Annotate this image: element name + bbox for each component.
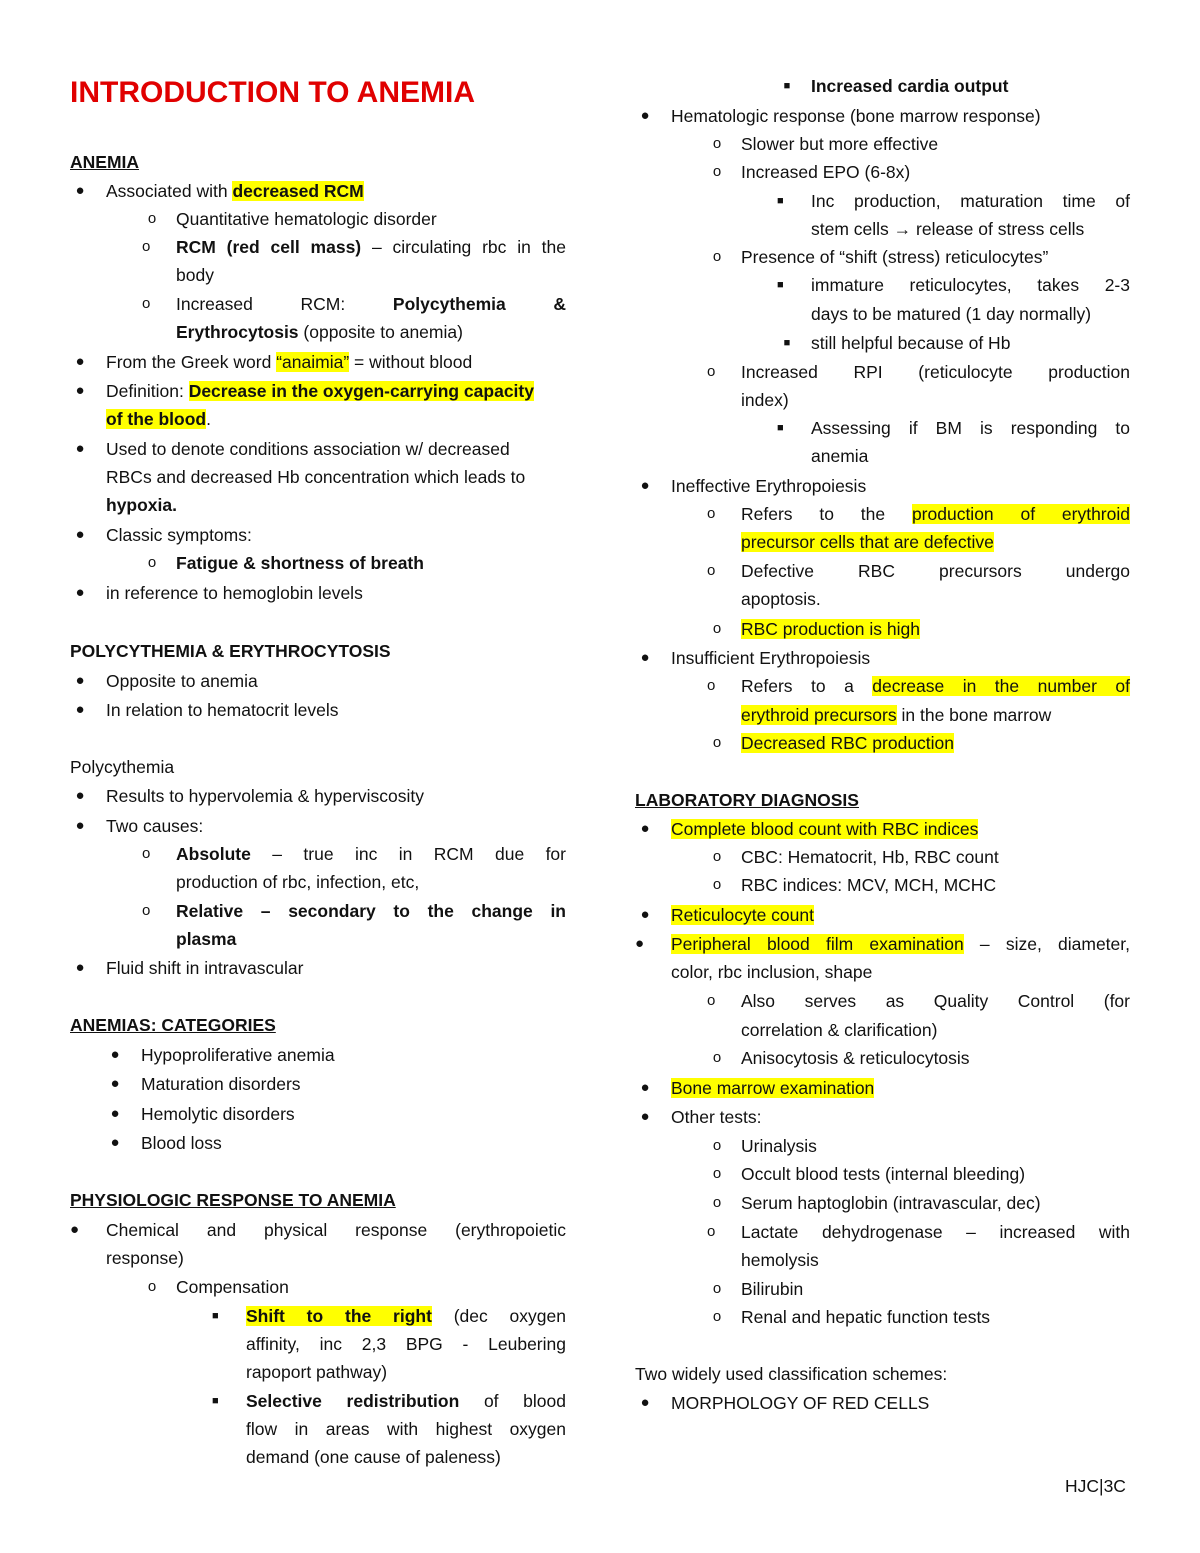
text-span: (opposite to anemia) (298, 322, 463, 342)
text-span: apoptosis. (741, 589, 821, 609)
text-span: ANEMIAS: CATEGORIES (70, 1015, 276, 1035)
highlighted-text: Complete blood count with RBC indices (671, 819, 979, 839)
bullet-icon: ● (635, 935, 645, 952)
text-line (70, 579, 566, 608)
text-line (70, 261, 566, 290)
text-span: in reference to hemoglobin levels (106, 583, 363, 603)
text-line (635, 386, 1130, 415)
text-line (635, 1360, 1130, 1389)
text-span: plasma (176, 929, 237, 949)
text-span: in the bone marrow (896, 705, 1052, 725)
text-span: Hemolytic disorders (141, 1104, 295, 1124)
highlighted-text: of the blood (106, 409, 207, 429)
highlighted-text: “anaimia” (276, 352, 350, 372)
text-span: Compensation (176, 1277, 289, 1297)
text-line (70, 868, 566, 897)
text-line (635, 271, 1130, 300)
text-line (70, 521, 566, 550)
text-line (635, 729, 1130, 758)
text-line (70, 1330, 566, 1359)
text-line (635, 1303, 1130, 1332)
text-line (635, 1389, 1130, 1418)
text-span: Opposite to anemia (106, 671, 258, 691)
text-span: Maturation disorders (141, 1074, 301, 1094)
sub-bullet-icon: o (712, 848, 722, 865)
text-span: Associated with (106, 181, 233, 201)
text-span: Inc production, maturation time of (811, 191, 1130, 211)
sub-bullet-icon: o (142, 238, 151, 255)
sub-bullet-icon: o (707, 1223, 716, 1240)
text-line (635, 1132, 1130, 1161)
text-span: Used to denote conditions association w/ decreased (106, 439, 510, 459)
text-span: Ineffective Erythropoiesis (671, 476, 867, 496)
text-line (70, 753, 566, 782)
text-line (635, 300, 1130, 329)
text-line (635, 414, 1130, 443)
text-line (635, 1189, 1130, 1218)
text-span: Increased cardia output (811, 76, 1009, 96)
text-line (635, 187, 1130, 216)
text-line (635, 1103, 1130, 1132)
text-line (70, 205, 566, 234)
text-line (70, 348, 566, 377)
text-line (70, 897, 566, 926)
text-line (635, 987, 1130, 1016)
highlighted-text: Shift to the right (246, 1306, 432, 1326)
text-span: affinity, inc 2,3 BPG - Leubering (246, 1334, 566, 1354)
sub-bullet-icon: o (707, 992, 716, 1009)
text-span: Chemical and physical response (erythropoietic (106, 1220, 566, 1240)
text-line (635, 1016, 1130, 1045)
text-line (635, 472, 1130, 501)
text-span: LABORATORY DIAGNOSIS (635, 790, 859, 810)
bullet-icon: ● (70, 1221, 80, 1238)
text-span: RBCs and decreased Hb concentration which leads to (106, 467, 526, 487)
text-span: Assessing if BM is responding to (811, 418, 1130, 438)
text-line (70, 1415, 566, 1444)
text-span: color, rbc inclusion, shape (671, 962, 873, 982)
text-span: Fluid shift in intravascular (106, 958, 304, 978)
sub-bullet-icon: o (147, 1278, 157, 1295)
text-line (70, 549, 566, 578)
text-span: Fatigue & shortness of breath (176, 553, 424, 573)
section-heading (70, 637, 566, 666)
page-footer: HJC|3C (1065, 1476, 1126, 1496)
text-span: stem cells → release of stress cells (811, 219, 1085, 239)
text-span: flow in areas with highest oxygen (246, 1419, 566, 1439)
text-line (70, 1129, 566, 1158)
square-bullet-icon: ■ (212, 1395, 219, 1407)
text-line (635, 528, 1130, 557)
square-bullet-icon: ■ (783, 80, 791, 92)
text-line (70, 1244, 566, 1273)
text-line (635, 615, 1130, 644)
sub-bullet-icon: o (712, 620, 722, 637)
text-span: Quantitative hematologic disorder (176, 209, 437, 229)
text-line (635, 158, 1130, 187)
sub-bullet-icon: o (712, 248, 722, 265)
bullet-icon: ● (75, 353, 85, 370)
highlighted-text: erythroid precursors (741, 705, 897, 725)
text-line (635, 215, 1130, 244)
text-span: – circulating rbc in the (361, 237, 566, 257)
text-span: Renal and hepatic function tests (741, 1307, 991, 1327)
text-line (635, 557, 1130, 586)
sub-bullet-icon: o (707, 363, 716, 380)
text-span: Polycythemia (70, 757, 175, 777)
text-span: PHYSIOLOGIC RESPONSE TO ANEMIA (70, 1190, 396, 1210)
sub-bullet-icon: o (712, 734, 722, 751)
bullet-icon: ● (75, 701, 85, 718)
text-line (70, 1358, 566, 1387)
text-span: ANEMIA (70, 152, 140, 172)
highlighted-text: Bone marrow examination (671, 1078, 875, 1098)
text-line (70, 177, 566, 206)
bullet-icon: ● (75, 382, 85, 399)
bullet-icon: ● (640, 1108, 650, 1125)
text-span: Anisocytosis & reticulocytosis (741, 1048, 970, 1068)
bullet-icon: ● (75, 959, 85, 976)
text-span: correlation & clarification) (741, 1020, 938, 1040)
text-span: – true inc in RCM due for (250, 844, 566, 864)
text-span: hypoxia. (106, 495, 177, 515)
highlighted-text: RBC production is high (741, 619, 920, 639)
text-span: Classic symptoms: (106, 525, 252, 545)
text-line (635, 815, 1130, 844)
sub-bullet-icon: o (707, 677, 716, 694)
text-line (635, 72, 1130, 101)
sub-bullet-icon: o (147, 210, 157, 227)
text-span: Increased RCM: (176, 294, 393, 314)
text-line (635, 672, 1130, 701)
text-span: immature reticulocytes, takes 2-3 (811, 275, 1130, 295)
sub-bullet-icon: o (712, 1308, 722, 1325)
text-line (70, 435, 566, 464)
text-span: RCM (red cell mass) (176, 237, 362, 257)
text-line (70, 318, 566, 347)
square-bullet-icon: ■ (777, 279, 784, 291)
text-span: Selective redistribution (246, 1391, 460, 1411)
bullet-icon: ● (640, 477, 650, 494)
text-line (70, 1387, 566, 1416)
text-span: Other tests: (671, 1107, 762, 1127)
sub-bullet-icon: o (707, 505, 716, 522)
text-span: index) (741, 390, 789, 410)
text-span: = without blood (349, 352, 473, 372)
text-span: of blood (459, 1391, 567, 1411)
section-heading (70, 148, 566, 177)
sub-bullet-icon: o (712, 1165, 722, 1182)
text-span: hemolysis (741, 1250, 819, 1270)
text-span: still helpful because of Hb (811, 333, 1011, 353)
text-span: RBC indices: MCV, MCH, MCHC (741, 875, 997, 895)
highlighted-text: production of erythroid (911, 504, 1130, 524)
sub-bullet-icon: o (142, 902, 151, 919)
bullet-icon: ● (640, 107, 650, 124)
text-line (635, 1074, 1130, 1103)
text-span: Presence of “shift (stress) reticulocytes” (741, 247, 1049, 267)
square-bullet-icon: ■ (783, 337, 791, 349)
text-span: demand (one cause of paleness) (246, 1447, 501, 1467)
text-span: Hypoproliferative anemia (141, 1045, 335, 1065)
section-heading (70, 1011, 566, 1040)
text-span: Refers to a (741, 676, 873, 696)
text-span: production of rbc, infection, etc, (176, 872, 420, 892)
bullet-icon: ● (640, 906, 650, 923)
sub-bullet-icon: o (142, 295, 151, 312)
section-heading (635, 786, 1130, 815)
square-bullet-icon: ■ (212, 1310, 219, 1322)
sub-bullet-icon: o (712, 1194, 722, 1211)
text-line (635, 901, 1130, 930)
highlighted-text: decreased RCM (232, 181, 364, 201)
text-span: (dec oxygen (431, 1306, 566, 1326)
text-span: Bilirubin (741, 1279, 804, 1299)
text-span: rapoport pathway) (246, 1362, 388, 1382)
bullet-icon: ● (75, 817, 85, 834)
text-line (70, 491, 566, 520)
text-line (635, 930, 1130, 959)
text-line (635, 701, 1130, 730)
text-line (70, 1100, 566, 1129)
bullet-icon: ● (75, 584, 85, 601)
text-line (70, 405, 566, 434)
text-span: From the Greek word (106, 352, 277, 372)
page-title: INTRODUCTION TO ANEMIA (70, 76, 475, 109)
text-span: days to be matured (1 day normally) (811, 304, 1092, 324)
highlighted-text: decrease in the number of (872, 676, 1130, 696)
text-line (635, 329, 1130, 358)
text-span: Erythrocytosis (176, 322, 299, 342)
sub-bullet-icon: o (712, 1280, 722, 1297)
text-line (635, 102, 1130, 131)
text-line (70, 812, 566, 841)
text-line (635, 243, 1130, 272)
text-span: Absolute (176, 844, 251, 864)
text-span: Two causes: (106, 816, 204, 836)
text-line (635, 585, 1130, 614)
text-span: . (206, 409, 211, 429)
text-line (70, 840, 566, 869)
text-span: Results to hypervolemia & hyperviscosity (106, 786, 425, 806)
text-line (70, 377, 566, 406)
text-line (70, 290, 566, 319)
section-heading (70, 1186, 566, 1215)
text-span: Polycythemia & (392, 294, 567, 314)
text-line (635, 358, 1130, 387)
text-span: – size, diameter, (963, 934, 1130, 954)
text-line (635, 442, 1130, 471)
text-line (70, 1216, 566, 1245)
text-span: Hematologic response (bone marrow response) (671, 106, 1041, 126)
text-span: Increased RPI (reticulocyte production (741, 362, 1130, 382)
text-line (70, 1302, 566, 1331)
bullet-icon: ● (75, 787, 85, 804)
bullet-icon: ● (640, 649, 650, 666)
text-line (70, 782, 566, 811)
text-line (635, 1044, 1130, 1073)
text-span: Definition: (106, 381, 189, 401)
text-span: Defective RBC precursors undergo (741, 561, 1130, 581)
text-line (70, 233, 566, 262)
bullet-icon: ● (75, 672, 85, 689)
text-span: Slower but more effective (741, 134, 939, 154)
highlighted-text: precursor cells that are defective (741, 532, 994, 552)
highlighted-text: Reticulocyte count (671, 905, 814, 925)
text-line (635, 500, 1130, 529)
text-line (635, 871, 1130, 900)
text-line (70, 463, 566, 492)
highlighted-text: Decreased RBC production (741, 733, 955, 753)
sub-bullet-icon: o (147, 554, 157, 571)
text-span: Two widely used classification schemes: (635, 1364, 948, 1384)
text-line (70, 667, 566, 696)
text-span: Insufficient Erythropoiesis (671, 648, 871, 668)
bullet-icon: ● (110, 1075, 120, 1092)
text-line (635, 1160, 1130, 1189)
text-span: Refers to the (741, 504, 912, 524)
text-line (70, 954, 566, 983)
bullet-icon: ● (640, 1079, 650, 1096)
bullet-icon: ● (110, 1134, 120, 1151)
text-line (635, 958, 1130, 987)
text-span: response) (106, 1248, 184, 1268)
text-line (635, 644, 1130, 673)
text-line (635, 1246, 1130, 1275)
text-span: body (176, 265, 214, 285)
sub-bullet-icon: o (712, 135, 722, 152)
sub-bullet-icon: o (712, 876, 722, 893)
text-span: Relative – secondary to the change in (176, 901, 566, 921)
text-line (635, 1275, 1130, 1304)
text-line (70, 925, 566, 954)
text-line (70, 696, 566, 725)
square-bullet-icon: ■ (777, 422, 784, 434)
text-span: Also serves as Quality Control (for (741, 991, 1130, 1011)
sub-bullet-icon: o (707, 562, 716, 579)
highlighted-text: Peripheral blood film examination (671, 934, 964, 954)
text-line (70, 1070, 566, 1099)
text-line (635, 130, 1130, 159)
sub-bullet-icon: o (712, 1137, 722, 1154)
text-line (635, 843, 1130, 872)
bullet-icon: ● (640, 820, 650, 837)
bullet-icon: ● (640, 1394, 650, 1411)
text-span: POLYCYTHEMIA & ERYTHROCYTOSIS (70, 641, 391, 661)
sub-bullet-icon: o (712, 163, 722, 180)
square-bullet-icon: ■ (777, 195, 784, 207)
text-span: In relation to hematocrit levels (106, 700, 339, 720)
text-line (70, 1443, 566, 1472)
bullet-icon: ● (110, 1046, 120, 1063)
text-span: Urinalysis (741, 1136, 817, 1156)
bullet-icon: ● (75, 440, 85, 457)
text-span: MORPHOLOGY OF RED CELLS (671, 1393, 930, 1413)
text-span: Lactate dehydrogenase – increased with (741, 1222, 1130, 1242)
highlighted-text: Decrease in the oxygen-carrying capacity (188, 381, 534, 401)
text-span: Blood loss (141, 1133, 222, 1153)
text-line (635, 1218, 1130, 1247)
text-span: Serum haptoglobin (intravascular, dec) (741, 1193, 1041, 1213)
text-span: anemia (811, 446, 869, 466)
text-span: CBC: Hematocrit, Hb, RBC count (741, 847, 999, 867)
text-span: Increased EPO (6-8x) (741, 162, 911, 182)
sub-bullet-icon: o (712, 1049, 722, 1066)
sub-bullet-icon: o (142, 845, 151, 862)
text-line (70, 1273, 566, 1302)
text-line (70, 1041, 566, 1070)
bullet-icon: ● (75, 526, 85, 543)
bullet-icon: ● (110, 1105, 120, 1122)
text-span: Occult blood tests (internal bleeding) (741, 1164, 1026, 1184)
bullet-icon: ● (75, 182, 85, 199)
